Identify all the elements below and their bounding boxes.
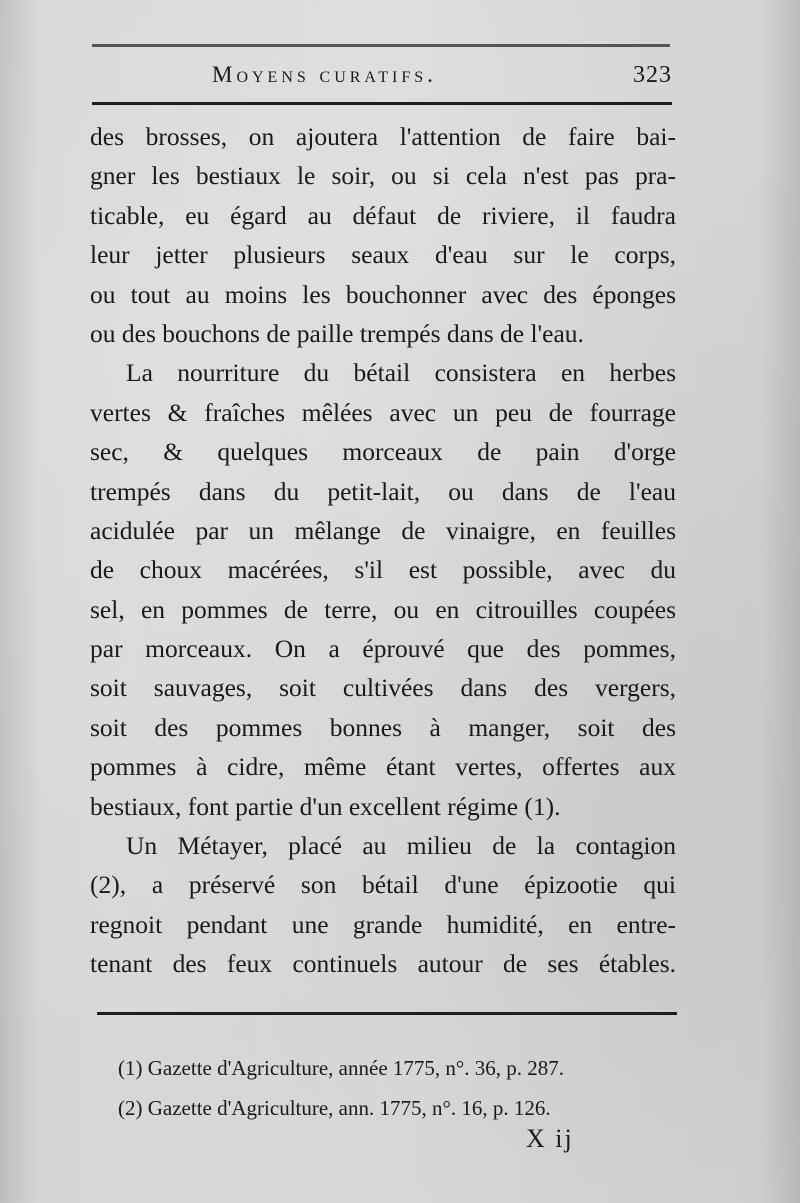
- paragraph-start-line: La nourriture du bétail consistera en herbes: [126, 358, 676, 388]
- text-line: tenant des feux continuels autour de ses étables.: [90, 949, 676, 979]
- text-line: pommes à cidre, même étant vertes, offertes aux: [90, 752, 676, 782]
- text-line: sec, & quelques morceaux de pain d'orge: [90, 437, 676, 467]
- text-line: regnoit pendant une grande humidité, en entre-: [90, 909, 676, 939]
- page-header: [92, 58, 672, 98]
- text-line: (2), a préservé son bétail d'une épizootie qui: [90, 870, 676, 900]
- text-line: soit des pommes bonnes à manger, soit des: [90, 712, 676, 742]
- top-rule: [92, 44, 670, 47]
- signature-mark: X ij: [526, 1124, 574, 1153]
- text-line: vertes & fraîches mêlées avec un peu de fourrage: [90, 397, 676, 427]
- footnote-1: (1) Gazette d'Agriculture, année 1775, n°. 36, p. 287.: [118, 1056, 565, 1080]
- paragraph-start-line: Un Métayer, placé au milieu de la contagion: [126, 831, 676, 861]
- footnote-rule: [97, 1012, 677, 1015]
- footnotes: [118, 1048, 678, 1128]
- text-line: par morceaux. On a éprouvé que des pommes,: [90, 634, 676, 664]
- page-number: 323: [633, 62, 672, 88]
- text-line: soit sauvages, soit cultivées dans des vergers,: [90, 673, 676, 703]
- text-line: de choux macérées, s'il est possible, avec du: [90, 555, 676, 585]
- text-line: sel, en pommes de terre, ou en citrouilles coupées: [90, 594, 676, 624]
- text-line: bestiaux, font partie d'un excellent régime (1).: [90, 791, 561, 821]
- text-line: trempés dans du petit-lait, ou dans de l'eau: [90, 476, 676, 506]
- text-line: des brosses, on ajoutera l'attention de faire bai-: [90, 122, 676, 151]
- body-text: [90, 117, 676, 984]
- footnote-2: (2) Gazette d'Agriculture, ann. 1775, n°. 16, p. 126.: [118, 1096, 551, 1120]
- text-line: ou des bouchons de paille trempés dans de l'eau.: [90, 318, 584, 348]
- text-line: ou tout au moins les bouchonner avec des éponges: [90, 279, 676, 309]
- header-rule: [92, 102, 672, 105]
- text-line: ticable, eu égard au défaut de riviere, il faudra: [90, 200, 676, 230]
- text-line: acidulée par un mêlange de vinaigre, en feuilles: [90, 515, 676, 545]
- running-head: Moyens curatifs.: [212, 62, 437, 87]
- text-line: leur jetter plusieurs seaux d'eau sur le corps,: [90, 240, 676, 270]
- text-line: gner les bestiaux le soir, ou si cela n'est pas pra-: [90, 161, 676, 191]
